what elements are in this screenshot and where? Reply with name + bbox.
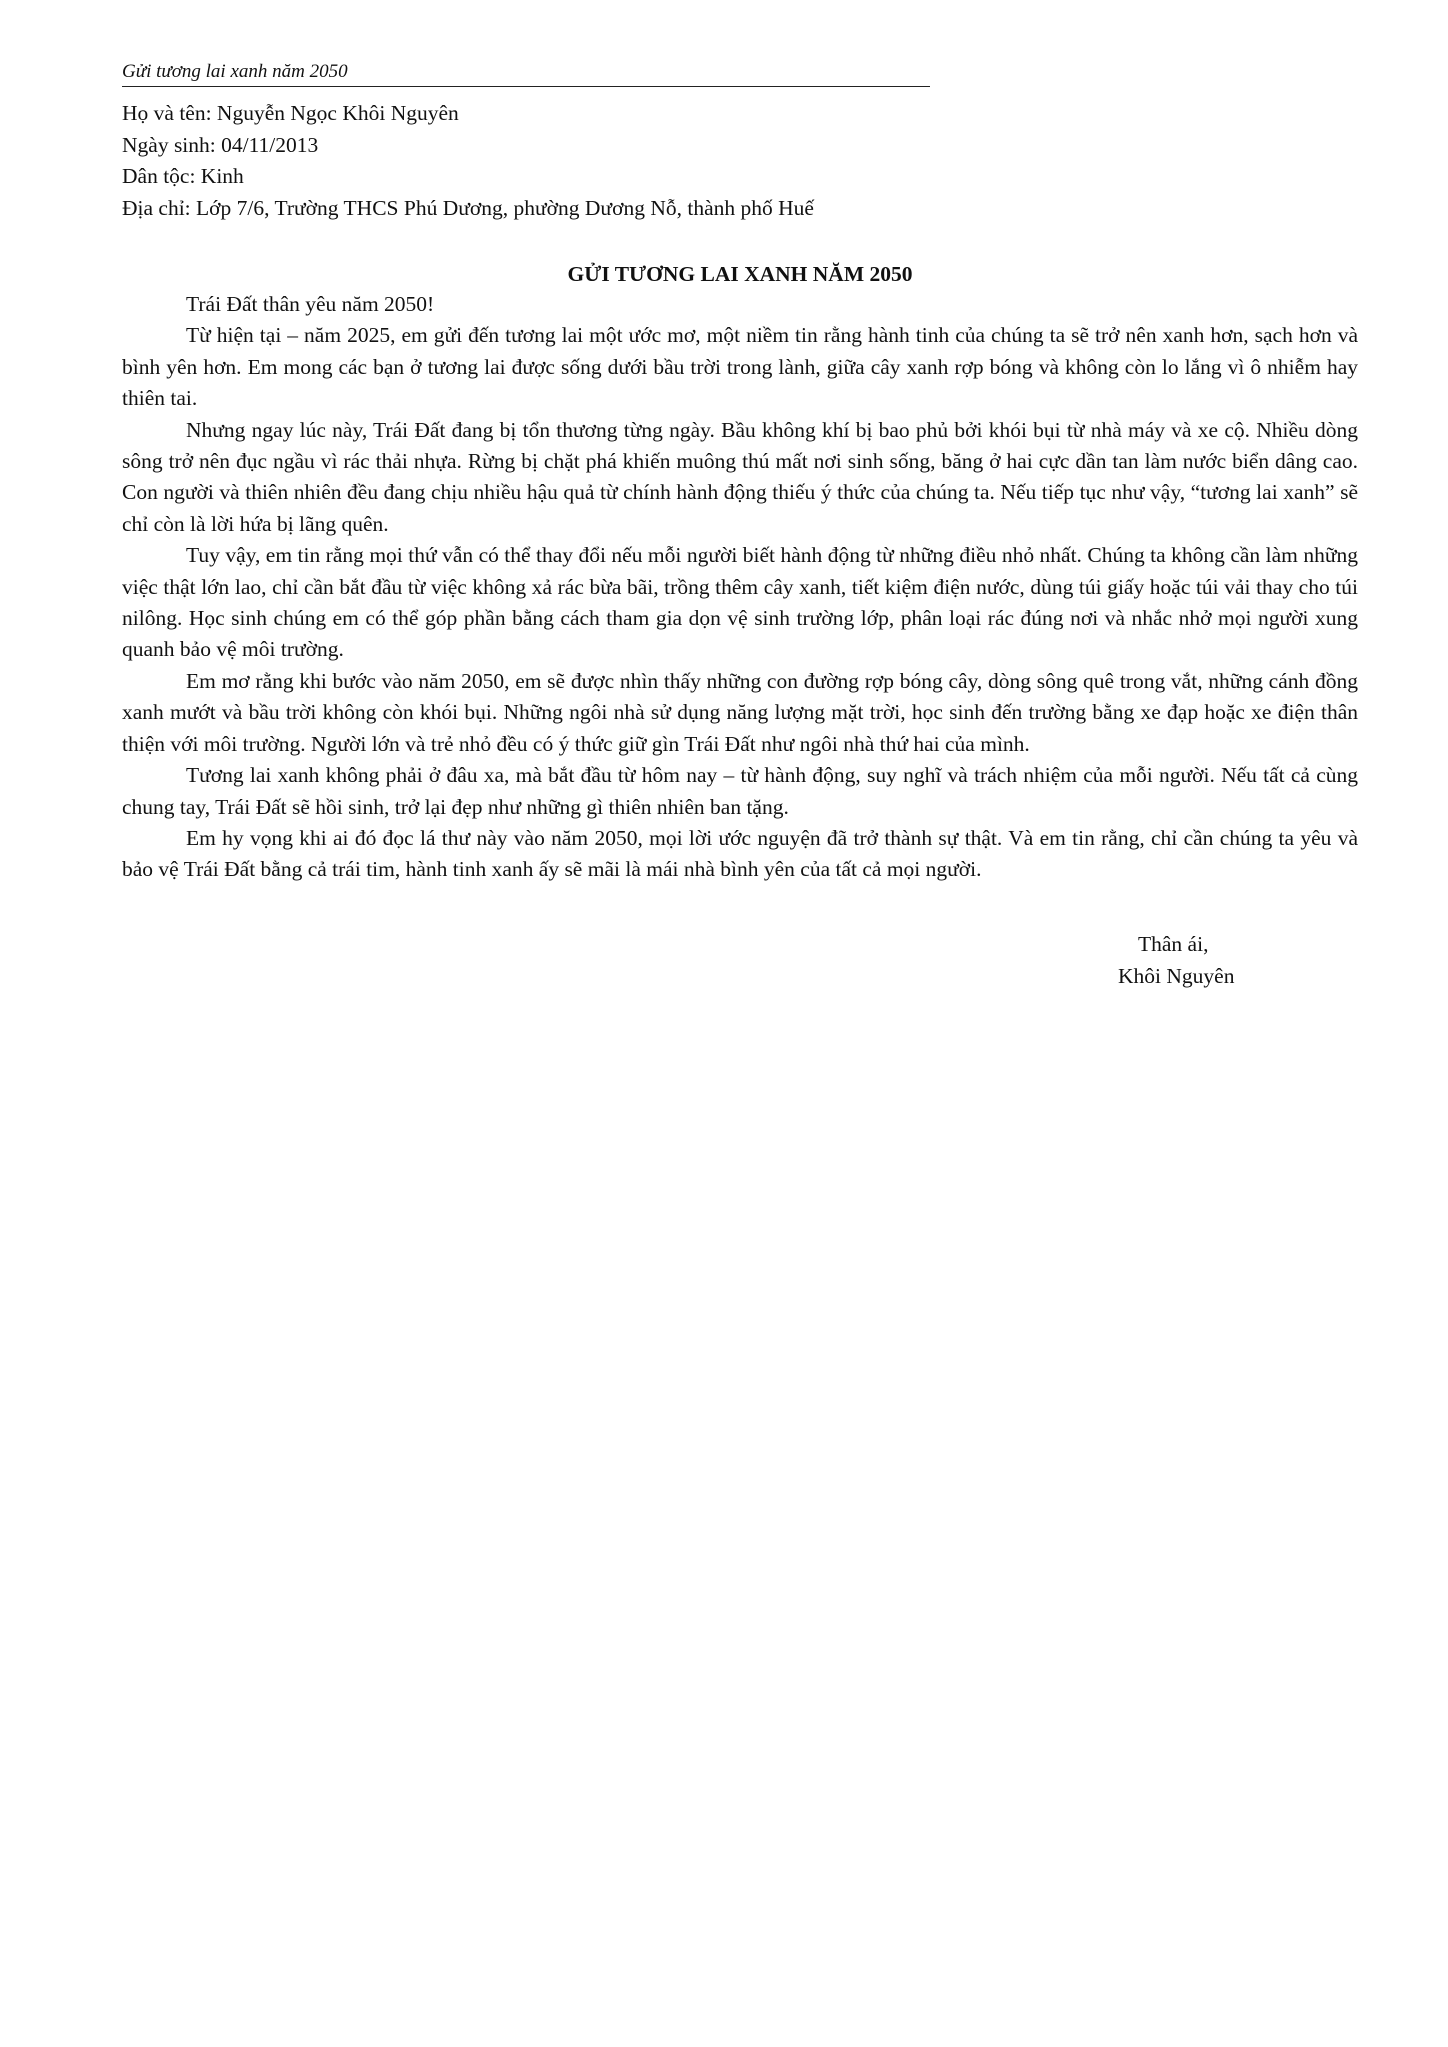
letter-greeting: Trái Đất thân yêu năm 2050! (186, 292, 435, 316)
letter-body (122, 289, 1358, 886)
letter-paragraph: Em mơ rằng khi bước vào năm 2050, em sẽ được nhìn thấy những con đường rợp bóng cây, dòng sông quê trong vắt, những cánh đồng xanh mướt và bầu trời không còn khói bụi. Những ngôi nhà sử dụng năng lượng mặt trời, học sinh đến trường bằng xe đạp hoặc xe điện thân thiện với môi trường. Người lớn và trẻ nhỏ đều có ý thức giữ gìn Trái Đất như ngôi nhà thứ hai của mình. (122, 668, 1358, 756)
letter-paragraph: Nhưng ngay lúc này, Trái Đất đang bị tổn thương từng ngày. Bầu không khí bị bao phủ bởi khói bụi từ nhà máy và xe cộ. Nhiều dòng sông trở nên đục ngầu vì rác thải nhựa. Rừng bị chặt phá khiến muông thú mất nơi sinh sống, băng ở hai cực dần tan làm nước biển dâng cao. Con người và thiên nhiên đều đang chịu nhiều hậu quả từ chính hành động thiếu ý thức của chúng ta. Nếu tiếp tục như vậy, “tương lai xanh” sẽ chỉ còn là lời hứa bị lãng quên. (122, 417, 1358, 536)
signature: Khôi Nguyên (1118, 963, 1235, 988)
author-address: Địa chỉ: Lớp 7/6, Trường THCS Phú Dương, phường Dương Nỗ, thành phố Huế (122, 195, 814, 220)
author-name: Họ và tên: Nguyễn Ngọc Khôi Nguyên (122, 101, 459, 125)
running-header: Gửi tương lai xanh năm 2050 (122, 60, 930, 87)
author-ethnicity: Dân tộc: Kinh (122, 164, 244, 188)
author-birth-date: Ngày sinh: 04/11/2013 (122, 132, 319, 157)
letter-paragraph: Tuy vậy, em tin rằng mọi thứ vẫn có thể thay đổi nếu mỗi người biết hành động từ những điều nhỏ nhất. Chúng ta không cần làm những việc thật lớn lao, chỉ cần bắt đầu từ việc không xả rác bừa bãi, trồng thêm cây xanh, tiết kiệm điện nước, dùng túi giấy hoặc túi vải thay cho túi nilông. Học sinh chúng em có thể góp phần bằng cách tham gia dọn vệ sinh trường lớp, phân loại rác đúng nơi và nhắc nhở mọi người xung quanh bảo vệ môi trường. (122, 543, 1358, 662)
letter-paragraph: Từ hiện tại – năm 2025, em gửi đến tương lai một ước mơ, một niềm tin rằng hành tinh của chúng ta sẽ trở nên xanh hơn, sạch hơn và bình yên hơn. Em mong các bạn ở tương lai được sống dưới bầu trời trong lành, giữa cây xanh rợp bóng và không còn lo lắng vì ô nhiễm hay thiên tai. (122, 323, 1358, 411)
author-info-block (122, 98, 1122, 224)
letter-paragraph: Tương lai xanh không phải ở đâu xa, mà bắt đầu từ hôm nay – từ hành động, suy nghĩ và trách nhiệm của mỗi người. Nếu tất cả cùng chung tay, Trái Đất sẽ hồi sinh, trở lại đẹp như những gì thiên nhiên ban tặng. (122, 763, 1358, 819)
closing-phrase: Thân ái, (1138, 932, 1209, 956)
letter-paragraph: Em hy vọng khi ai đó đọc lá thư này vào năm 2050, mọi lời ước nguyện đã trở thành sự thật. Và em tin rằng, chỉ cần chúng ta yêu và bảo vệ Trái Đất bằng cả trái tim, hành tinh xanh ấy sẽ mãi là mái nhà bình yên của tất cả mọi người. (122, 825, 1358, 882)
letter-closing-block (1118, 929, 1234, 992)
letter-title: GỬI TƯƠNG LAI XANH NĂM 2050 (567, 262, 913, 286)
